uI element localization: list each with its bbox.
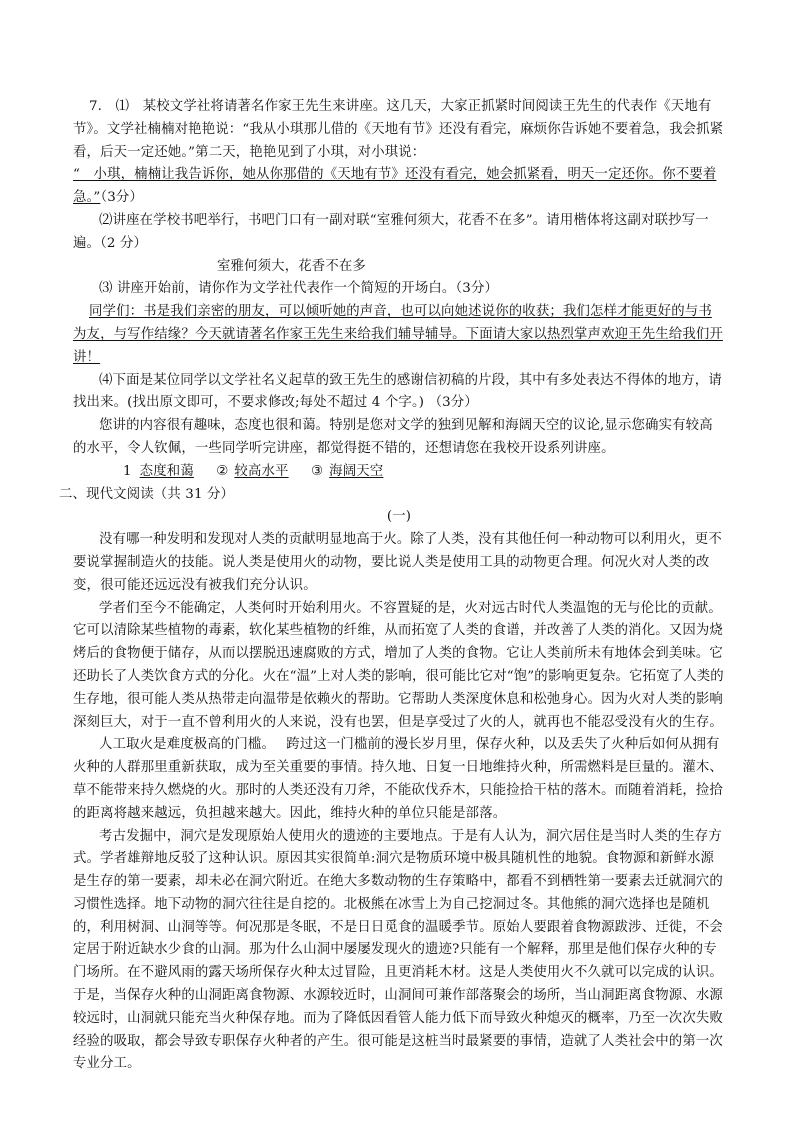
q7-part1-answer — [73, 164, 725, 210]
q7-part2-couplet: 室雅何须大，花香不在多 — [217, 258, 366, 274]
q7-part3-answer-text: 同学们：书是我们亲密的朋友，可以倾听她的声音，也可以向她述说你的收获；我们怎样才能更好的与书为友，与写作结缘？今天就请著名作家王先生来给我们辅导辅导。下面请大家以热烈掌声欢迎王先生给我们开讲！ — [73, 304, 723, 365]
answer-1-text: 态度和蔼 — [139, 463, 194, 479]
q7-part4-prompt: ⑷下面是某位同学以文学社名义起草的致王先生的感谢信初稿的片段，其中有多处表达不得体的地方，请找出来。(找出原文即可，不要求修改;每处不超过 4 个字。) （3分） — [73, 372, 722, 411]
section2-heading: 二、现代文阅读（共 31 分） — [59, 486, 235, 502]
q7-part4-letter: 您讲的内容很有趣味，态度也很和蔼。特别是您对文学的独到见解和海阔天空的议论,显示您确实有较高的水平，令人钦佩，一些同学听完讲座，都觉得挺不错的，还想请您在我校开设系列讲座。 — [73, 418, 713, 456]
reading-paragraph-4: 考古发掘中，洞穴是发现原始人使用火的遗迹的主要地点。于是有人认为，洞穴居住是当时人类的生存方式。学者雄辩地反驳了这种认识。原因其实很简单:洞穴是物质环境中极具随机性的地貌。食物源和新鲜水源是生存的第一要素，却未必在洞穴附近。在绝大多数动物的生存策略中，都看不到栖牲第一要素去迁就洞穴的习惯性选择。地下动物的洞穴往往是自挖的。北极熊在冰雪上为自己挖洞过冬。其他熊的洞穴选择也是随机的，利用树洞、山洞等等。何况那是冬眠，不是日日觅食的温暖季节。原始人要跟着食物源跋涉、迁徙，不会定居于附近缺水少食的山洞。那为什么山洞中屡屡发现火的遗迹?只能有一个解释，那里是他们保存火种的专门场所。在不避风雨的露天场所保存火种太过冒险，且更消耗木材。这是人类使用火不久就可以完成的认识。于是，当保存火种的山洞距离食物源、水源较近时，山洞间可兼作部落聚会的场所，当山洞距离食物源、水源较远时，山洞就只能充当火种保存地。而为了降低因看管人能力低下而导致火种熄灭的概率，乃至一次次失败经验的吸取，都会导致专职保存火种者的产生。很可能是这桩当时最紧要的事情，造就了人类社会中的第一次专业分工。 — [73, 828, 723, 1072]
q7-part4-answers — [73, 461, 725, 484]
answer-2-num: ② — [216, 463, 229, 479]
q7-part2-prompt: ⑵讲座在学校书吧举行，书吧门口有一副对联“室雅何须大，花香不在多”。请用楷体将这副对联抄写一遍。（2 分） — [73, 212, 709, 251]
q7-part1-score: （3分） — [100, 190, 143, 206]
document-page — [59, 96, 725, 1076]
reading-paragraph-3: 人工取火是难度极高的门槛。 跨过这一门槛前的漫长岁月里，保存火种，以及丢失了火种后如何从拥有火种的人群那里重新获取，成为至关重要的事情。持久地、日复一日地维持火种，所需燃料是巨量的。灌木、草不能带来持久燃烧的火。那时的人类还没有刀斧，不能砍伐乔木，只能捡拾干枯的落木。而随着消耗，捡拾的距离将越来越远，负担越来越大。因此，维持火种的单位只能是部落。 — [73, 737, 723, 821]
answer-2-text: 较高水平 — [234, 463, 289, 479]
answer-3-text: 海阔天空 — [329, 463, 384, 479]
reading-paragraph-1: 没有哪一种发明和发现对人类的贡献明显地高于火。除了人类，没有其他任何一种动物可以利用火，更不要说掌握制造火的技能。说人类是使用火的动物，要比说人类是使用工具的动物更合理。何况火对人类的改变，很可能还远远没有被我们充分认识。 — [73, 532, 722, 593]
q7-part3-answer — [73, 301, 725, 369]
answer-1-num: 1 — [123, 463, 132, 479]
reading-paragraph-2: 学者们至今不能确定，人类何时开始利用火。不容置疑的是，火对远古时代人类温饱的无与伦比的贡献。它可以清除某些植物的毒素，软化某些植物的纤维，从而拓宽了人类的食谱，并改善了人类的消化。又因为烧烤后的食物便于储存，从而以摆脱迅速腐败的方式，增加了人类的食物。它让人类前所未有地体会到美味。它还助长了人类饮食方式的分化。火在“温”上对人类的影响，很可能比它对“饱”的影响更复杂。它拓宽了人类的生存地，很可能人类从热带走向温带是依赖火的帮助。它帮助人类深度休息和松弛身心。因为火对人类的影响深刻巨大，对于一直不曾利用火的人来说，没有也罢，但是享受过了火的人，就再也不能忍受没有火的生存。 — [73, 600, 724, 730]
q7-part1-answer-text: “ 小琪，楠楠让我告诉你，她从你那借的《天地有节》还没有看完，她会抓紧看，明天一定还你。你不要着急。” — [73, 167, 717, 206]
section2-subheading: (一) — [386, 509, 412, 525]
q7-part3-prompt: ⑶ 讲座开始前，请你作为文学社代表作一个简短的开场白。（3分） — [99, 281, 499, 297]
q7-part1-text: 7. ⑴ 某校文学社将请著名作家王先生来讲座。这几天，大家正抓紧时间阅读王先生的代表作《天地有节》。文学社楠楠对艳艳说：“我从小琪那儿借的《天地有节》还没有看完，麻烦你告诉她不要着急，我会抓紧看，后天一定还她。”第二天，艳艳见到了小琪，对小琪说： — [73, 99, 724, 160]
answer-3-num: ③ — [311, 463, 324, 479]
q7-part1-prompt — [73, 96, 725, 164]
